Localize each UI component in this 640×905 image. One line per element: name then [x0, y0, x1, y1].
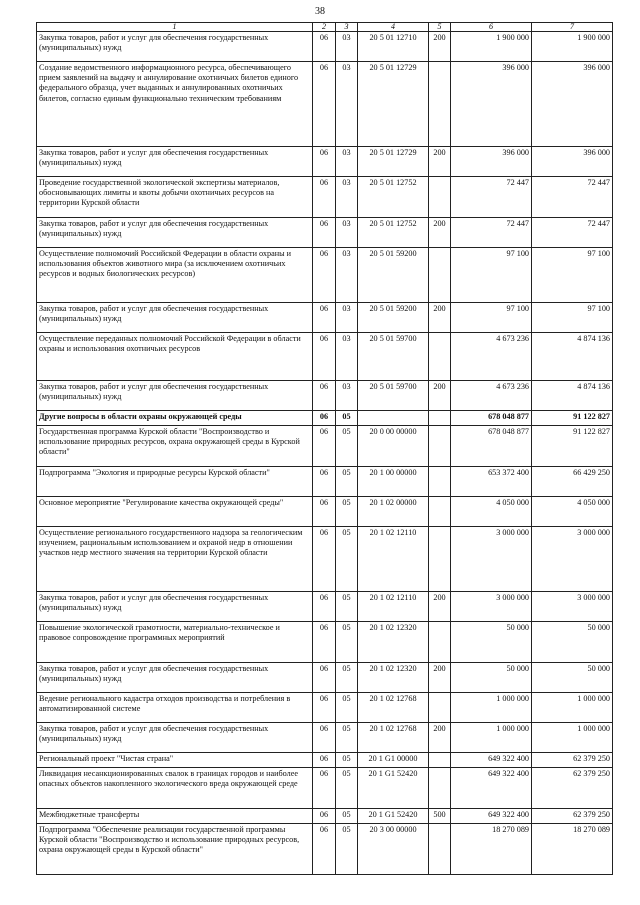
amount-year1-cell: 1 000 000 [451, 723, 532, 753]
section-code-cell: 06 [313, 333, 336, 381]
target-article-cell: 20 5 01 59700 [358, 333, 429, 381]
target-article-cell: 20 1 02 00000 [358, 497, 429, 527]
table-row [37, 693, 613, 723]
amount-year2-cell: 72 447 [532, 218, 613, 248]
row-name-cell: Закупка товаров, работ и услуг для обеспечения государственных (муниципальных) нужд [37, 32, 313, 62]
amount-year2-cell: 62 379 250 [532, 809, 613, 824]
section-code-cell: 06 [313, 426, 336, 467]
table-row [37, 809, 613, 824]
expense-type-cell [429, 426, 451, 467]
row-name-cell: Закупка товаров, работ и услуг для обеспечения государственных (муниципальных) нужд [37, 218, 313, 248]
target-article-cell: 20 3 00 00000 [358, 824, 429, 875]
expense-type-cell: 200 [429, 381, 451, 411]
table-row [37, 753, 613, 768]
subsection-code-cell: 03 [336, 333, 358, 381]
amount-year2-cell: 396 000 [532, 62, 613, 147]
amount-year2-cell: 50 000 [532, 663, 613, 693]
table-row [37, 768, 613, 809]
subsection-code-cell: 05 [336, 663, 358, 693]
amount-year1-cell: 18 270 089 [451, 824, 532, 875]
section-code-cell: 06 [313, 753, 336, 768]
row-name-cell: Подпрограмма "Экология и природные ресурсы Курской области" [37, 467, 313, 497]
expense-type-cell: 200 [429, 32, 451, 62]
target-article-cell: 20 5 01 59200 [358, 303, 429, 333]
section-code-cell: 06 [313, 381, 336, 411]
target-article-cell: 20 1 02 12110 [358, 527, 429, 592]
subsection-code-cell: 05 [336, 527, 358, 592]
row-name-cell: Другие вопросы в области охраны окружающей среды [37, 411, 313, 426]
amount-year2-cell: 62 379 250 [532, 768, 613, 809]
section-code-cell: 06 [313, 527, 336, 592]
amount-year1-cell: 396 000 [451, 147, 532, 177]
target-article-cell: 20 1 G1 52420 [358, 809, 429, 824]
target-article-cell: 20 0 00 00000 [358, 426, 429, 467]
target-article-cell: 20 1 G1 52420 [358, 768, 429, 809]
section-code-cell: 06 [313, 177, 336, 218]
subsection-code-cell: 05 [336, 411, 358, 426]
table-row [37, 147, 613, 177]
amount-year2-cell: 66 429 250 [532, 467, 613, 497]
table-row [37, 218, 613, 248]
amount-year1-cell: 1 000 000 [451, 693, 532, 723]
row-name-cell: Ликвидация несанкционированных свалок в границах городов и наиболее опасных объектов накопленного экологического вреда окружающей среде [37, 768, 313, 809]
amount-year2-cell: 97 100 [532, 248, 613, 303]
table-row [37, 723, 613, 753]
section-code-cell: 06 [313, 411, 336, 426]
row-name-cell: Осуществление переданных полномочий Российской Федерации в области охраны и использования охотничьих ресурсов [37, 333, 313, 381]
amount-year2-cell: 3 000 000 [532, 527, 613, 592]
expense-type-cell [429, 768, 451, 809]
subsection-code-cell: 05 [336, 753, 358, 768]
section-code-cell: 06 [313, 147, 336, 177]
target-article-cell: 20 5 01 12752 [358, 218, 429, 248]
expense-type-cell: 200 [429, 663, 451, 693]
row-name-cell: Закупка товаров, работ и услуг для обеспечения государственных (муниципальных) нужд [37, 381, 313, 411]
column-number: 2 [313, 23, 336, 32]
section-code-cell: 06 [313, 723, 336, 753]
expense-type-cell [429, 693, 451, 723]
subsection-code-cell: 05 [336, 768, 358, 809]
amount-year1-cell: 649 322 400 [451, 809, 532, 824]
subsection-code-cell: 05 [336, 693, 358, 723]
subsection-code-cell: 05 [336, 824, 358, 875]
subsection-code-cell: 05 [336, 467, 358, 497]
column-number: 7 [532, 23, 613, 32]
subsection-code-cell: 05 [336, 622, 358, 663]
target-article-cell: 20 1 02 12768 [358, 693, 429, 723]
expense-type-cell: 200 [429, 218, 451, 248]
subsection-code-cell: 03 [336, 32, 358, 62]
amount-year2-cell: 4 874 136 [532, 381, 613, 411]
section-code-cell: 06 [313, 693, 336, 723]
expense-type-cell: 200 [429, 147, 451, 177]
amount-year2-cell: 4 050 000 [532, 497, 613, 527]
target-article-cell: 20 5 01 12729 [358, 147, 429, 177]
expense-type-cell [429, 824, 451, 875]
amount-year2-cell: 1 000 000 [532, 723, 613, 753]
column-number: 4 [358, 23, 429, 32]
budget-table [36, 22, 613, 875]
amount-year1-cell: 97 100 [451, 248, 532, 303]
subsection-code-cell: 03 [336, 381, 358, 411]
page-number: 38 [315, 6, 325, 17]
table-row [37, 248, 613, 303]
row-name-cell: Межбюджетные трансферты [37, 809, 313, 824]
amount-year2-cell: 1 000 000 [532, 693, 613, 723]
amount-year1-cell: 4 673 236 [451, 381, 532, 411]
table-row [37, 663, 613, 693]
column-number: 3 [336, 23, 358, 32]
table-row [37, 622, 613, 663]
row-name-cell: Закупка товаров, работ и услуг для обеспечения государственных (муниципальных) нужд [37, 663, 313, 693]
expense-type-cell [429, 467, 451, 497]
target-article-cell: 20 1 02 12320 [358, 622, 429, 663]
expense-type-cell [429, 497, 451, 527]
section-code-cell: 06 [313, 663, 336, 693]
amount-year2-cell: 91 122 827 [532, 411, 613, 426]
expense-type-cell [429, 753, 451, 768]
expense-type-cell [429, 248, 451, 303]
amount-year1-cell: 649 322 400 [451, 768, 532, 809]
table-row [37, 592, 613, 622]
table-row [37, 824, 613, 875]
subsection-code-cell: 03 [336, 303, 358, 333]
expense-type-cell [429, 411, 451, 426]
subsection-code-cell: 05 [336, 426, 358, 467]
subsection-code-cell: 03 [336, 248, 358, 303]
section-code-cell: 06 [313, 809, 336, 824]
amount-year1-cell: 396 000 [451, 62, 532, 147]
section-code-cell: 06 [313, 62, 336, 147]
amount-year2-cell: 50 000 [532, 622, 613, 663]
amount-year2-cell: 97 100 [532, 303, 613, 333]
row-name-cell: Закупка товаров, работ и услуг для обеспечения государственных (муниципальных) нужд [37, 592, 313, 622]
amount-year1-cell: 1 900 000 [451, 32, 532, 62]
amount-year2-cell: 396 000 [532, 147, 613, 177]
row-name-cell: Закупка товаров, работ и услуг для обеспечения государственных (муниципальных) нужд [37, 723, 313, 753]
row-name-cell: Региональный проект "Чистая страна" [37, 753, 313, 768]
amount-year2-cell: 62 379 250 [532, 753, 613, 768]
table-row [37, 527, 613, 592]
expense-type-cell: 200 [429, 303, 451, 333]
table-row [37, 32, 613, 62]
subsection-code-cell: 03 [336, 218, 358, 248]
row-name-cell: Проведение государственной экологической экспертизы материалов, обосновывающих лимиты и квоты добычи охотничьих ресурсов на территории Курской области [37, 177, 313, 218]
target-article-cell: 20 1 02 12110 [358, 592, 429, 622]
target-article-cell: 20 1 02 12320 [358, 663, 429, 693]
subsection-code-cell: 03 [336, 147, 358, 177]
table-row [37, 467, 613, 497]
target-article-cell: 20 1 G1 00000 [358, 753, 429, 768]
amount-year1-cell: 4 050 000 [451, 497, 532, 527]
amount-year2-cell: 3 000 000 [532, 592, 613, 622]
row-name-cell: Осуществление регионального государственного надзора за геологическим изучением, рациональным использованием и охраной недр в отношении участков недр местного значения на территории Курской области [37, 527, 313, 592]
row-name-cell: Закупка товаров, работ и услуг для обеспечения государственных (муниципальных) нужд [37, 147, 313, 177]
amount-year1-cell: 649 322 400 [451, 753, 532, 768]
subsection-code-cell: 05 [336, 809, 358, 824]
row-name-cell: Ведение регионального кадастра отходов производства и потребления в автоматизированной системе [37, 693, 313, 723]
subsection-code-cell: 05 [336, 497, 358, 527]
subsection-code-cell: 03 [336, 62, 358, 147]
column-number-row [37, 23, 613, 32]
column-number: 5 [429, 23, 451, 32]
expense-type-cell [429, 622, 451, 663]
section-code-cell: 06 [313, 32, 336, 62]
expense-type-cell: 200 [429, 592, 451, 622]
expense-type-cell [429, 177, 451, 218]
target-article-cell: 20 1 00 00000 [358, 467, 429, 497]
subsection-code-cell: 05 [336, 723, 358, 753]
section-code-cell: 06 [313, 592, 336, 622]
target-article-cell: 20 5 01 12729 [358, 62, 429, 147]
row-name-cell: Закупка товаров, работ и услуг для обеспечения государственных (муниципальных) нужд [37, 303, 313, 333]
row-name-cell: Основное мероприятие "Регулирование качества окружающей среды" [37, 497, 313, 527]
expense-type-cell: 500 [429, 809, 451, 824]
section-code-cell: 06 [313, 497, 336, 527]
expense-type-cell: 200 [429, 723, 451, 753]
section-code-cell: 06 [313, 768, 336, 809]
target-article-cell: 20 1 02 12768 [358, 723, 429, 753]
table-row [37, 497, 613, 527]
table-row [37, 426, 613, 467]
target-article-cell: 20 5 01 59200 [358, 248, 429, 303]
amount-year2-cell: 4 874 136 [532, 333, 613, 381]
amount-year1-cell: 4 673 236 [451, 333, 532, 381]
section-code-cell: 06 [313, 467, 336, 497]
subsection-code-cell: 03 [336, 177, 358, 218]
amount-year2-cell: 18 270 089 [532, 824, 613, 875]
amount-year1-cell: 678 048 877 [451, 411, 532, 426]
amount-year1-cell: 653 372 400 [451, 467, 532, 497]
amount-year1-cell: 72 447 [451, 218, 532, 248]
amount-year1-cell: 678 048 877 [451, 426, 532, 467]
amount-year1-cell: 72 447 [451, 177, 532, 218]
section-code-cell: 06 [313, 303, 336, 333]
row-name-cell: Повышение экологической грамотности, материально-техническое и правовое сопровождение программных мероприятий [37, 622, 313, 663]
row-name-cell: Государственная программа Курской области "Воспроизводство и использование природных ресурсов, охрана окружающей среды в Курской области" [37, 426, 313, 467]
column-number: 6 [451, 23, 532, 32]
amount-year2-cell: 72 447 [532, 177, 613, 218]
table-row [37, 62, 613, 147]
row-name-cell: Создание ведомственного информационного ресурса, обеспечивающего прием заявлений на выдачу и аннулирование охотничьих билетов единого федерального образца, учет выданных и аннулированных охотничьих билетов, согласно единым функционально техническим требованиям [37, 62, 313, 147]
row-name-cell: Подпрограмма "Обеспечение реализации государственной программы Курской области "Воспроизводство и использование природных ресурсов, охрана окружающей среды в Курской области" [37, 824, 313, 875]
table-row [37, 177, 613, 218]
section-code-cell: 06 [313, 824, 336, 875]
amount-year1-cell: 97 100 [451, 303, 532, 333]
target-article-cell: 20 5 01 59700 [358, 381, 429, 411]
target-article-cell: 20 5 01 12710 [358, 32, 429, 62]
amount-year1-cell: 50 000 [451, 663, 532, 693]
table-row [37, 333, 613, 381]
expense-type-cell [429, 62, 451, 147]
amount-year1-cell: 3 000 000 [451, 592, 532, 622]
amount-year1-cell: 3 000 000 [451, 527, 532, 592]
table-row [37, 411, 613, 426]
section-code-cell: 06 [313, 622, 336, 663]
subsection-code-cell: 05 [336, 592, 358, 622]
expense-type-cell [429, 333, 451, 381]
expense-type-cell [429, 527, 451, 592]
target-article-cell: 20 5 01 12752 [358, 177, 429, 218]
amount-year2-cell: 91 122 827 [532, 426, 613, 467]
amount-year2-cell: 1 900 000 [532, 32, 613, 62]
section-code-cell: 06 [313, 218, 336, 248]
row-name-cell: Осуществление полномочий Российской Федерации в области охраны и использования объектов животного мира (за исключением охотничьих ресурсов и водных биологических ресурсов) [37, 248, 313, 303]
column-number: 1 [37, 23, 313, 32]
target-article-cell [358, 411, 429, 426]
table-row [37, 303, 613, 333]
table-row [37, 381, 613, 411]
amount-year1-cell: 50 000 [451, 622, 532, 663]
section-code-cell: 06 [313, 248, 336, 303]
